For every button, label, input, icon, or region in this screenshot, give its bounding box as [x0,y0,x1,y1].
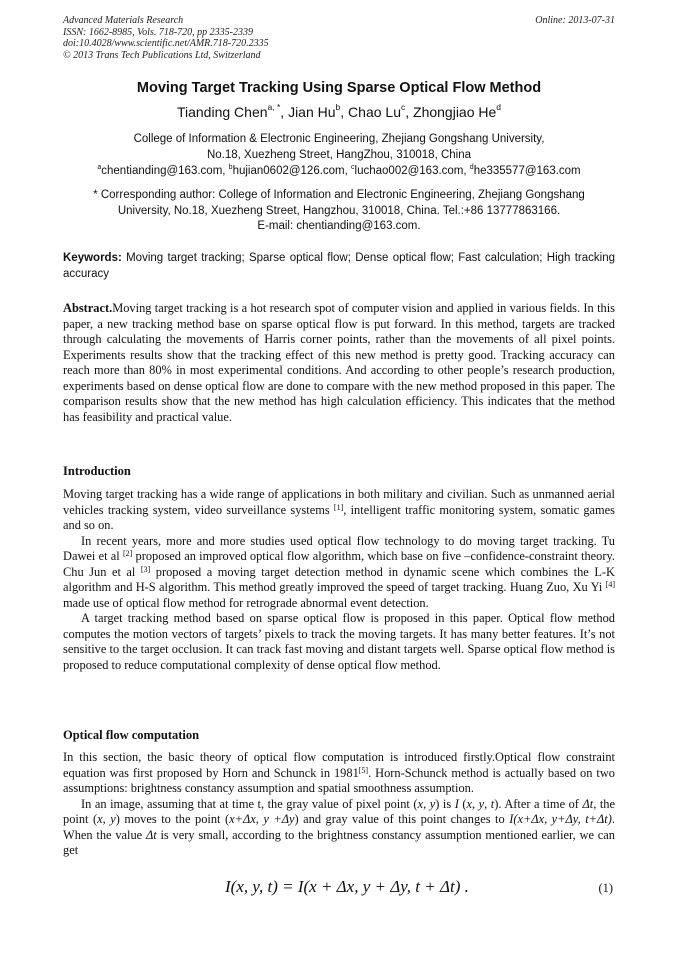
text-run: . When the value [63,812,615,842]
author-separator: , [405,104,414,120]
author-affiliation-mark: d [496,102,502,112]
abstract-label: Abstract. [63,301,113,315]
text-run: In recent years, more and more studies used optical flow technology to do moving target tracking. Tu Dawei et al [63,533,615,563]
author-name: Tianding Chen [176,104,268,120]
math-var: x [97,812,103,826]
math-var: Δt [582,796,594,811]
email-mark: c [351,164,355,171]
citation[interactable]: [3] [140,564,151,574]
email-mark: b [228,164,233,171]
affiliation-line: College of Information & Electronic Engineering, Zhejiang Gongshang University, [133,133,545,145]
math-var: y [429,796,436,811]
text-run: In an image, assuming that at time t, the gray value of pixel point ( [81,796,418,811]
abstract-text: Moving target tracking is a hot research spot of computer vision and applied in various fields. In this paper, a new tracking method base on sparse optical flow is put forward. In this method, targets are tracked through calculating the movements of Harris corner points, rather than the movements of all pixel points. Experiments results show that the tracking effect of this new method is pretty good. Tracking accuracy can reach more than 80% in most experimental conditions. And according to other people’s research production, experiments based on dense optical flow are done to compare with the new method proposed in this paper. The comparison results show that the new method has high calculation efficiency. This indicates that the method has feasibility and practical value. [63,301,615,424]
journal-header [63,15,615,61]
email-address[interactable]: chentianding@163.com, [101,165,229,177]
paragraph [63,487,615,534]
corresponding-line: University, No.18, Xuezheng Street, Hangzhou, 310018, China. Tel.:+86 13777863166. [117,204,561,217]
author-name: Zhongjiao He [413,104,497,120]
journal-name: Advanced Materials Research [63,15,184,26]
text-run: is very small, according to the brightness constancy assumption mentioned earlier, we can get [63,827,615,857]
author-separator: , [340,104,349,120]
text-run: , [255,812,264,826]
abstract [63,301,615,425]
section-heading-optical-flow: Optical flow computation [63,728,200,742]
equation-number: (1) [598,881,613,895]
math-var: y [110,812,116,826]
citation[interactable]: [1] [333,502,344,512]
journal-copyright: © 2013 Trans Tech Publications Ltd, Switzerland [63,49,261,61]
text-run: In this section, the basic theory of optical flow computation is introduced firstly.Optical flow constraint equation was first proposed by Horn and Schunck in 1981 [63,750,615,780]
math-var: x+Δx [229,812,256,826]
text-run: , intelligent traffic monitoring system, somatic games and so on. [63,502,615,532]
text-run: , [102,812,111,826]
email-mark: a [97,164,102,171]
text-run: proposed a moving target detection method in dynamic scene which combines the L-K algorithm and H-S algorithm. This method greatly improved the speed of target tracking. Huang Zuo, Xu Yi [63,564,615,594]
citation[interactable]: [2] [122,549,133,558]
corresponding-email: E-mail: chentianding@163.com. [257,220,421,232]
introduction-body [63,487,615,673]
math-expression: I(x+Δx, y+Δy, t+Δt) [509,812,612,826]
email-address[interactable]: hujian0602@126.com, [232,165,352,177]
optical-flow-body [63,750,615,859]
paragraph: A target tracking method based on sparse optical flow is proposed in this paper. Optical flow method computes the motion vectors of targets’ pixels to track the moving targets. It has many better features. It’s not sensitive to the target occlusion. It can track fast moving and distant targets well. Sparse optical flow method is proposed to reduce computational complexity of dense optical flow method. [63,611,615,672]
text-run: ( [458,796,467,811]
math-var: y +Δy [263,812,295,826]
author-name: Chao Lu [348,104,401,120]
equation-expression: I(x, y, t) = I(x + Δx, y + Δy, t + Δt) . [225,877,469,896]
author-affiliation-mark: a, * [267,102,281,112]
corresponding-author [40,188,638,235]
author-list [40,104,638,120]
paragraph [63,750,615,797]
author-affiliation-mark: c [400,102,406,112]
math-var: x [417,796,424,811]
paragraph [63,534,615,612]
math-var: x [466,796,472,811]
citation[interactable]: [4] [605,580,615,589]
text-run: ) moves to the point ( [115,812,230,826]
text-run: Moving target tracking has a wide range of applications in both military and civilian. Such as unmanned aerial vehicles tracking system, video surveillance systems [63,487,615,517]
math-var: Δt [145,827,157,842]
online-date: Online: 2013-07-31 [535,15,615,26]
text-run: , [472,796,479,811]
math-var: t [490,796,495,811]
keywords [63,251,615,282]
citation[interactable]: [5] [358,765,369,775]
text-run: , [484,796,491,811]
email-address[interactable]: he335577@163.com [473,165,581,177]
affiliation-line: No.18, Xuezheng Street, HangZhou, 310018, China [206,149,472,161]
corresponding-line: * Corresponding author: College of Information and Electronic Engineering, Zhejiang Gongshang [93,189,585,201]
keywords-label: Keywords: [63,252,122,264]
email-mark: d [469,164,474,171]
text-run: ) and gray value of this point changes to [294,812,510,826]
text-run: made use of optical flow method for retrograde abnormal event detection. [63,595,429,610]
paper-title: Moving Target Tracking Using Sparse Optical Flow Method [136,80,542,96]
text-run: , the point ( [63,796,615,826]
journal-issn: ISSN: 1662-8985, Vols. 718-720, pp 2335-2339 [63,26,253,38]
math-var: y [478,796,485,811]
text-run: ) is [435,796,455,811]
journal-doi: doi:10.4028/www.scientific.net/AMR.718-720.2335 [63,38,269,49]
email-address[interactable]: luchao002@163.com, [354,165,470,177]
paragraph [63,797,615,859]
text-run: ). After a time of [494,796,583,811]
author-emails [40,165,638,177]
math-var: I [454,796,459,811]
text-run: . Horn-Schunck method is actually based on two assumptions: brightness constancy assumption and spatial smoothness assumption. [63,765,615,795]
equation-1 [63,877,615,899]
author-affiliation-mark: b [335,102,341,112]
text-run: proposed an improved optical flow algorithm, which base on five –confidence-constraint theory. Chu Jun et al [63,549,615,579]
author-separator: , [280,104,289,120]
author-name: Jian Hu [288,104,336,120]
affiliation [40,131,638,163]
text-run: , [423,796,430,811]
keywords-text: Moving target tracking; Sparse optical flow; Dense optical flow; Fast calculation; High tracking accuracy [63,252,615,280]
section-heading-introduction: Introduction [63,464,131,478]
